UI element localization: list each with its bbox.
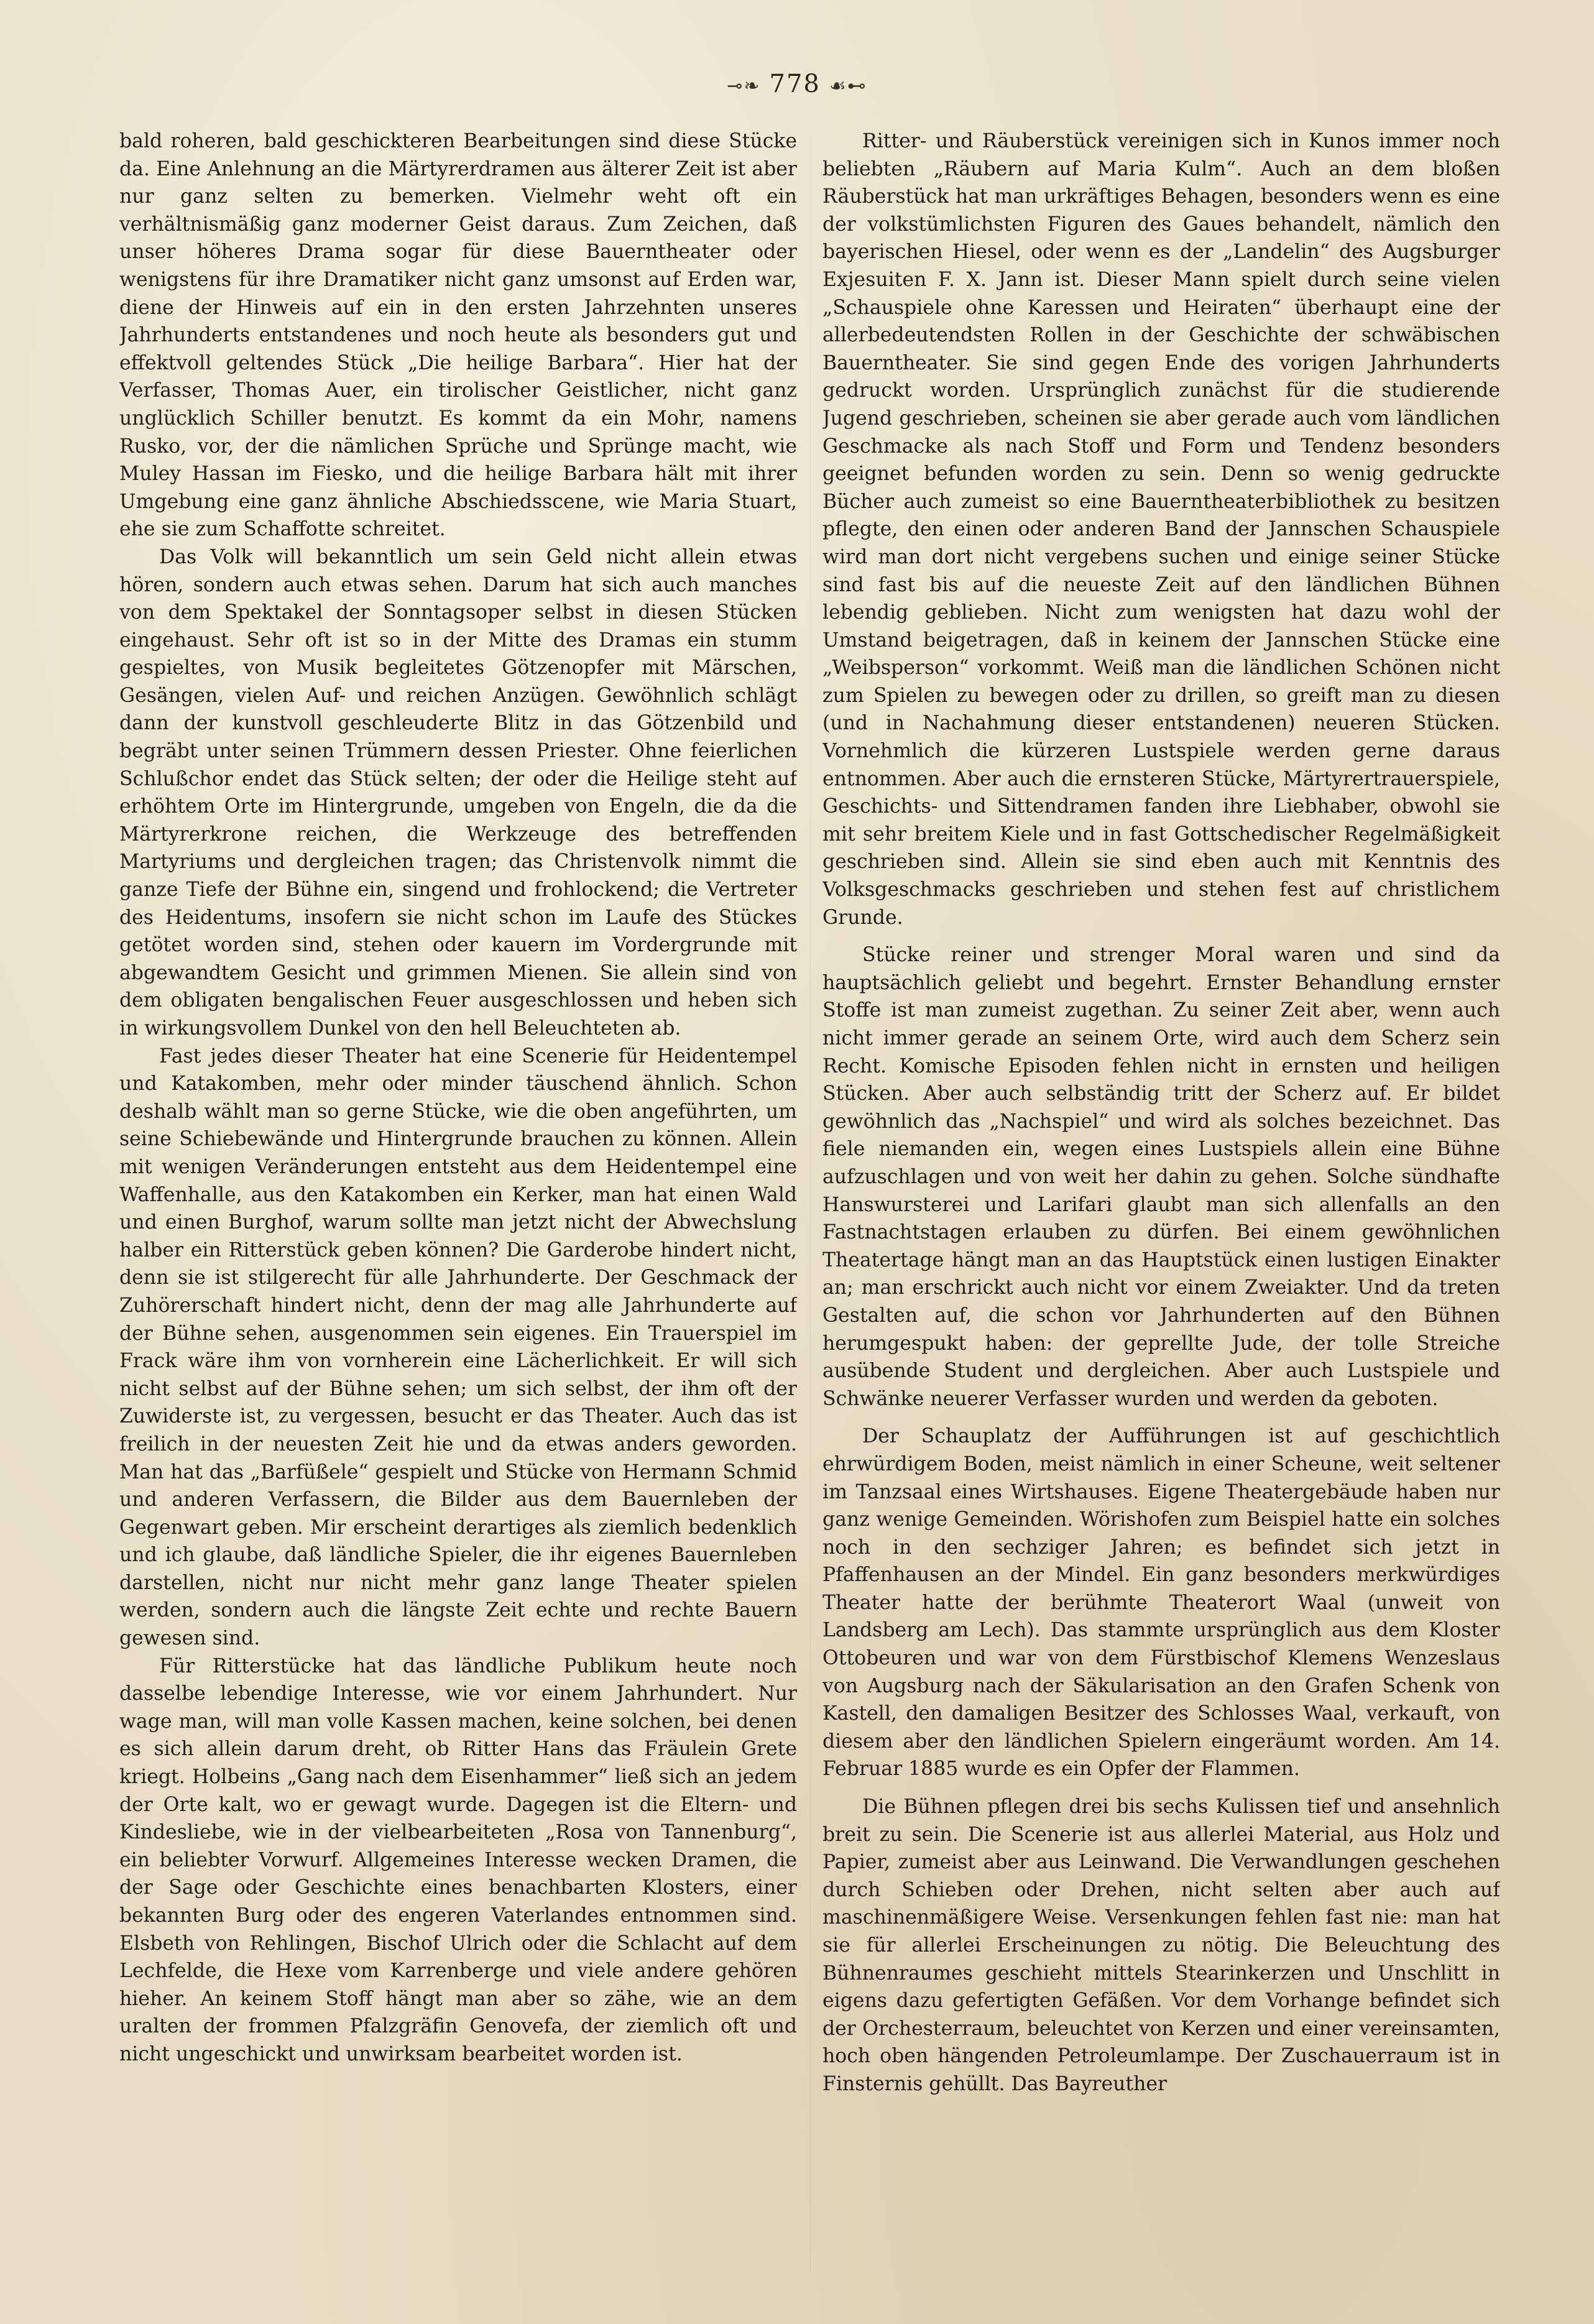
- left-column: [119, 127, 797, 2291]
- paragraph: Die Bühnen pflegen drei bis sechs Kulissen tief und ansehnlich breit zu sein. Die Scenerie ist aus allerlei Material, aus Holz und Papier, zumeist aber aus Leinwand. Die Verwandlungen geschehen durch Schieben oder Drehen, nicht selten aber auch auf maschinenmäßigere Weise. Versenkungen fehlen fast nie: man hat sie für allerlei Erscheinungen zu nötig. Die Beleuchtung des Bühnenraumes geschieht mittels Stearinkerzen und Unschlitt in eigens dazu gefertigten Gefäßen. Vor dem Vorhange befindet sich der Orchesterraum, beleuchtet von Kerzen und einer vereinsamten, hoch oben hängenden Petroleumlampe. Der Zuschauerraum ist in Finsternis gehüllt. Das Bayreuther: [822, 1796, 1500, 2095]
- paragraph: Der Schauplatz der Aufführungen ist auf geschichtlich ehrwürdigem Boden, meist nämlich in einer Scheune, weit seltener im Tanzsaal eines Wirtshauses. Eigene Theatergebäude haben nur ganz wenige Gemeinden. Wörishofen zum Beispiel hatte ein solches noch in den sechziger Jahren; es befindet sich jetzt in Pfaffenhausen an der Mindel. Ein ganz besonders merkwürdiges Theater hatte der berühmte Theaterort Waal (unweit von Landsberg am Lech). Das stammte ursprünglich aus dem Kloster Ottobeuren und war von dem Fürstbischof Klemens Wenzeslaus von Augsburg nach der Säkularisation an den Grafen Schenk von Kastell, den damaligen Besitzer des Schlosses Waal, verkauft, von diesem aber den ländlichen Spielern eingeräumt worden. Am 14. Februar 1885 wurde es ein Opfer der Flammen.: [822, 1425, 1500, 1781]
- paragraph: Ritter- und Räuberstück vereinigen sich in Kunos immer noch beliebten „Räubern auf Maria Kulm“. Auch an dem bloßen Räuberstück hat man urkräftiges Behagen, besonders wenn es eine der volkstümlichsten Figuren des Gaues behandelt, nämlich den bayerischen Hiesel, oder wenn es der „Landelin“ des Augsburger Exjesuiten F. X. Jann ist. Dieser Mann spielt durch seine vielen „Schauspiele ohne Karessen und Heiraten“ überhaupt eine der allerbedeutendsten Rollen in der Geschichte der schwäbischen Bauerntheater. Sie sind gegen Ende des vorigen Jahrhunderts gedruckt worden. Ursprünglich zunächst für die studierende Jugend geschrieben, scheinen sie aber gerade auch vom ländlichen Geschmacke als nach Stoff und Form und Tendenz besonders geeignet befunden worden zu sein. Denn so wenig gedruckte Bücher auch zumeist so eine Bauerntheaterbibliothek zu besitzen pflegte, den einen oder anderen Band der Jannschen Schauspiele wird man dort nicht vergebens suchen und einige seiner Stücke sind fast bis auf die neueste Zeit auf den ländlichen Bühnen lebendig geblieben. Nicht zum wenigsten hat dazu wohl der Umstand beigetragen, daß in keinem der Jannschen Stücke eine „Weibsperson“ vorkommt. Weiß man die ländlichen Schönen nicht zum Spielen zu bewegen oder zu drillen, so greift man zu diesen (und in Nachahmung dieser entstandenen) neueren Stücken. Vornehmlich die kürzeren Lustspiele werden gerne daraus entnommen. Aber auch die ernsteren Stücke, Märtyrertrauerspiele, Geschichts- und Sittendramen fanden ihre Liebhaber, obwohl sie mit sehr breitem Kiele und in fast Gottschedischer Regelmäßigkeit geschrieben sind. Allein sie sind eben auch mit Kenntnis des Volksgeschmacks geschrieben und stehen fest auf christlichem Grunde.: [822, 130, 1500, 929]
- paragraph: Stücke reiner und strenger Moral waren und sind da hauptsächlich geliebt und begehrt. Ernster Behandlung ernster Stoffe ist man zumeist zugethan. Zu seiner Zeit aber, wenn auch nicht immer gerade an seinem Orte, wird auch dem Scherz sein Recht. Komische Episoden fehlen nicht in ernsten und heiligen Stücken. Aber auch selbständig tritt der Scherz auf. Er bildet gewöhnlich das „Nachspiel“ und wird als solches bezeichnet. Das fiele niemanden ein, wegen eines Lustspiels allein eine Bühne aufzuschlagen und von weit her dahin zu gehen. Solche sündhafte Hanswursterei und Larifari glaubt man sich allenfalls an den Fastnachtstagen erlauben zu dürfen. Bei einem gewöhnlichen Theatertage hängt man an das Hauptstück einen lustigen Einakter an; man erschrickt auch nicht vor einem Zweiakter. Und da treten Gestalten auf, die schon vor Jahrhunderten auf den Bühnen herumgespukt haben: der geprellte Jude, der tolle Streiche ausübende Student und dergleichen. Aber auch Lustspiele und Schwänke neuerer Verfasser wurden und werden da geboten.: [822, 944, 1500, 1410]
- paragraph: Für Ritterstücke hat das ländliche Publikum heute noch dasselbe lebendige Interesse, wie vor einem Jahrhundert. Nur wage man, will man volle Kassen machen, keine solchen, bei denen es sich allein darum dreht, ob Ritter Hans das Fräulein Grete kriegt. Holbeins „Gang nach dem Eisenhammer“ ließ sich an jedem der Orte kalt, wo er gewagt wurde. Dagegen ist die Eltern- und Kindesliebe, wie in der vielbearbeiteten „Rosa von Tannenburg“, ein beliebter Vorwurf. Allgemeines Interesse wecken Dramen, die der Sage oder Geschichte eines benachbarten Klosters, einer bekannten Burg oder des engeren Vaterlandes entnommen sind. Elsbeth von Rehlingen, Bischof Ulrich oder die Schlacht auf dem Lechfelde, die Hexe vom Karrenberge und viele andere gehören hieher. An keinem Stoff hängt man aber so zähe, wie an dem uralten der frommen Pfalzgräfin Genovefa, der ziemlich oft und nicht ungeschickt und unwirksam bearbeitet worden ist.: [119, 1654, 797, 2065]
- page-number: 778: [769, 70, 821, 98]
- paragraph: Das Volk will bekanntlich um sein Geld nicht allein etwas hören, sondern auch etwas sehen. Darum hat sich auch manches von dem Spektakel der Sonntagsoper selbst in diesen Stücken eingehaust. Sehr oft ist so in der Mitte des Dramas ein stumm gespieltes, von Musik begleitetes Götzenopfer mit Märschen, Gesängen, vielen Auf- und reichen Anzügen. Gewöhnlich schlägt dann der kunstvoll geschleuderte Blitz in das Götzenbild und begräbt unter seinen Trümmern dessen Priester. Ohne feierlichen Schlußchor endet das Stück selten; der oder die Heilige steht auf erhöhtem Orte im Hintergrunde, umgeben von Engeln, die da die Märtyrerkrone reichen, die Werkzeuge des betreffenden Martyriums und dergleichen tragen; das Christenvolk nimmt die ganze Tiefe der Bühne ein, singend und frohlockend; die Vertreter des Heidentums, insofern sie nicht schon im Laufe des Stückes getötet worden sind, stehen oder kauern im Vordergrunde mit abgewandtem Gesicht und grimmen Mienen. Sie allein sind von dem obligaten bengalischen Feuer ausgeschlossen und heben sich in wirkungsvollem Dunkel von den hell Beleuchteten ab.: [119, 545, 797, 1040]
- column-divider: [810, 134, 811, 2272]
- right-ornament-icon: ☙⊷: [829, 75, 867, 97]
- paragraph: bald roheren, bald geschickteren Bearbeitungen sind diese Stücke da. Eine Anlehnung an die Märtyrerdramen aus älterer Zeit ist aber nur ganz selten zu bemerken. Vielmehr weht oft ein verhältnismäßig ganz moderner Geist daraus. Zum Zeichen, daß unser höheres Drama sogar für diese Bauerntheater oder wenigstens für ihre Dramatiker nicht ganz umsonst auf Erden war, diene der Hinweis auf ein in den ersten Jahrzehnten unseres Jahrhunderts entstandenes und noch heute als besonders gut und effektvoll geltendes Stück „Die heilige Barbara“. Hier hat der Verfasser, Thomas Auer, ein tirolischer Geistlicher, nicht ganz unglücklich Schiller benutzt. Es kommt da ein Mohr, namens Rusko, vor, der die nämlichen Sprüche und Sprünge macht, wie Muley Hassan im Fiesko, und die heilige Barbara hält mit ihrer Umgebung eine ganz ähnliche Abschiedsscene, wie Maria Stuart, ehe sie zum Schaffotte schreitet.: [119, 130, 797, 541]
- right-column: [822, 127, 1500, 2291]
- page-number-header: [0, 70, 1594, 98]
- paragraph: Fast jedes dieser Theater hat eine Scenerie für Heidentempel und Katakomben, mehr oder minder täuschend ähnlich. Schon deshalb wählt man so gerne Stücke, wie die oben angeführten, um seine Schiebewände und Hintergrunde brauchen zu können. Allein mit wenigen Veränderungen entsteht aus dem Heidentempel eine Waffenhalle, aus den Katakomben ein Kerker, man hat einen Wald und einen Burghof, warum sollte man jetzt nicht der Abwechslung halber ein Ritterstück geben können? Die Garderobe hindert nicht, denn sie ist stilgerecht für alle Jahrhunderte. Der Geschmack der Zuhörerschaft hindert nicht, denn der mag alle Jahrhunderte auf der Bühne sehen, ausgenommen sein eigenes. Ein Trauerspiel im Frack wäre ihm von vornherein eine Lächerlichkeit. Er will sich nicht selbst auf der Bühne sehen; um sich selbst, der ihm oft der Zuwiderste ist, zu vergessen, besucht er das Theater. Auch das ist freilich in der neuesten Zeit hie und da etwas anders geworden. Man hat das „Barfüßele“ gespielt und Stücke von Hermann Schmid und anderen Verfassern, die Bilder aus dem Bauernleben der Gegenwart geben. Mir erscheint derartiges als ziemlich bedenklich und ich glaube, daß ländliche Spieler, die ihr eigenes Bauernleben darstellen, nicht nur nicht mehr ganz lange Theater spielen werden, sondern auch die längste Zeit echte und rechte Bauern gewesen sind.: [119, 1044, 797, 1650]
- left-ornament-icon: ⊸❧: [727, 75, 761, 97]
